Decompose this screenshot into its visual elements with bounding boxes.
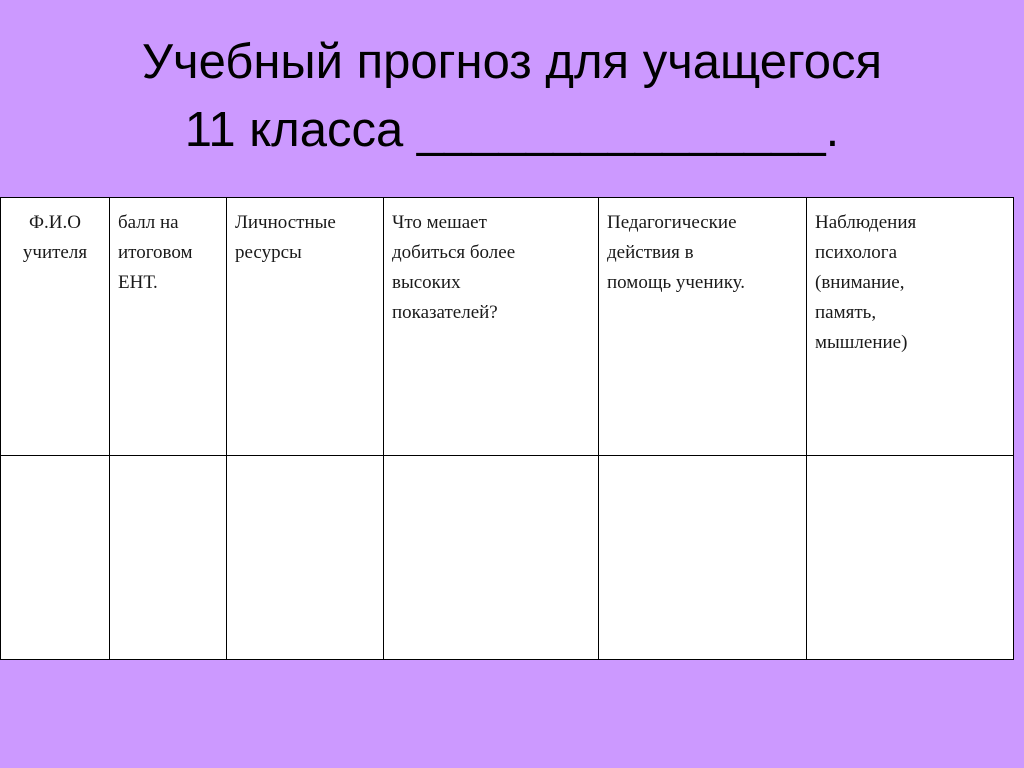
table-cell[interactable] [227,455,384,659]
table-cell[interactable] [1,455,110,659]
title-line-2: 11 класса _______________. [184,103,840,157]
header-cell-pedagogical-actions: Педагогические действия в помощь ученику. [599,198,807,456]
table-cell[interactable] [599,455,807,659]
header-cell-psychologist-observations: Наблюдения психолога (внимание, память, мышление) [807,198,1014,456]
table-cell[interactable] [807,455,1014,659]
header-cell-personal-resources: Личностные ресурсы [227,198,384,456]
table-cell[interactable] [110,455,227,659]
table-row [1,455,1014,659]
slide-title [0,28,1024,164]
table-header-row [1,198,1014,456]
header-cell-teacher-name: Ф.И.О учителя [1,198,110,456]
header-cell-ent-score: балл на итоговом ЕНТ. [110,198,227,456]
header-cell-obstacles: Что мешает добиться более высоких показателей? [384,198,599,456]
title-line-1: Учебный прогноз для учащегося [141,35,883,89]
forecast-table [0,197,1014,660]
table-cell[interactable] [384,455,599,659]
